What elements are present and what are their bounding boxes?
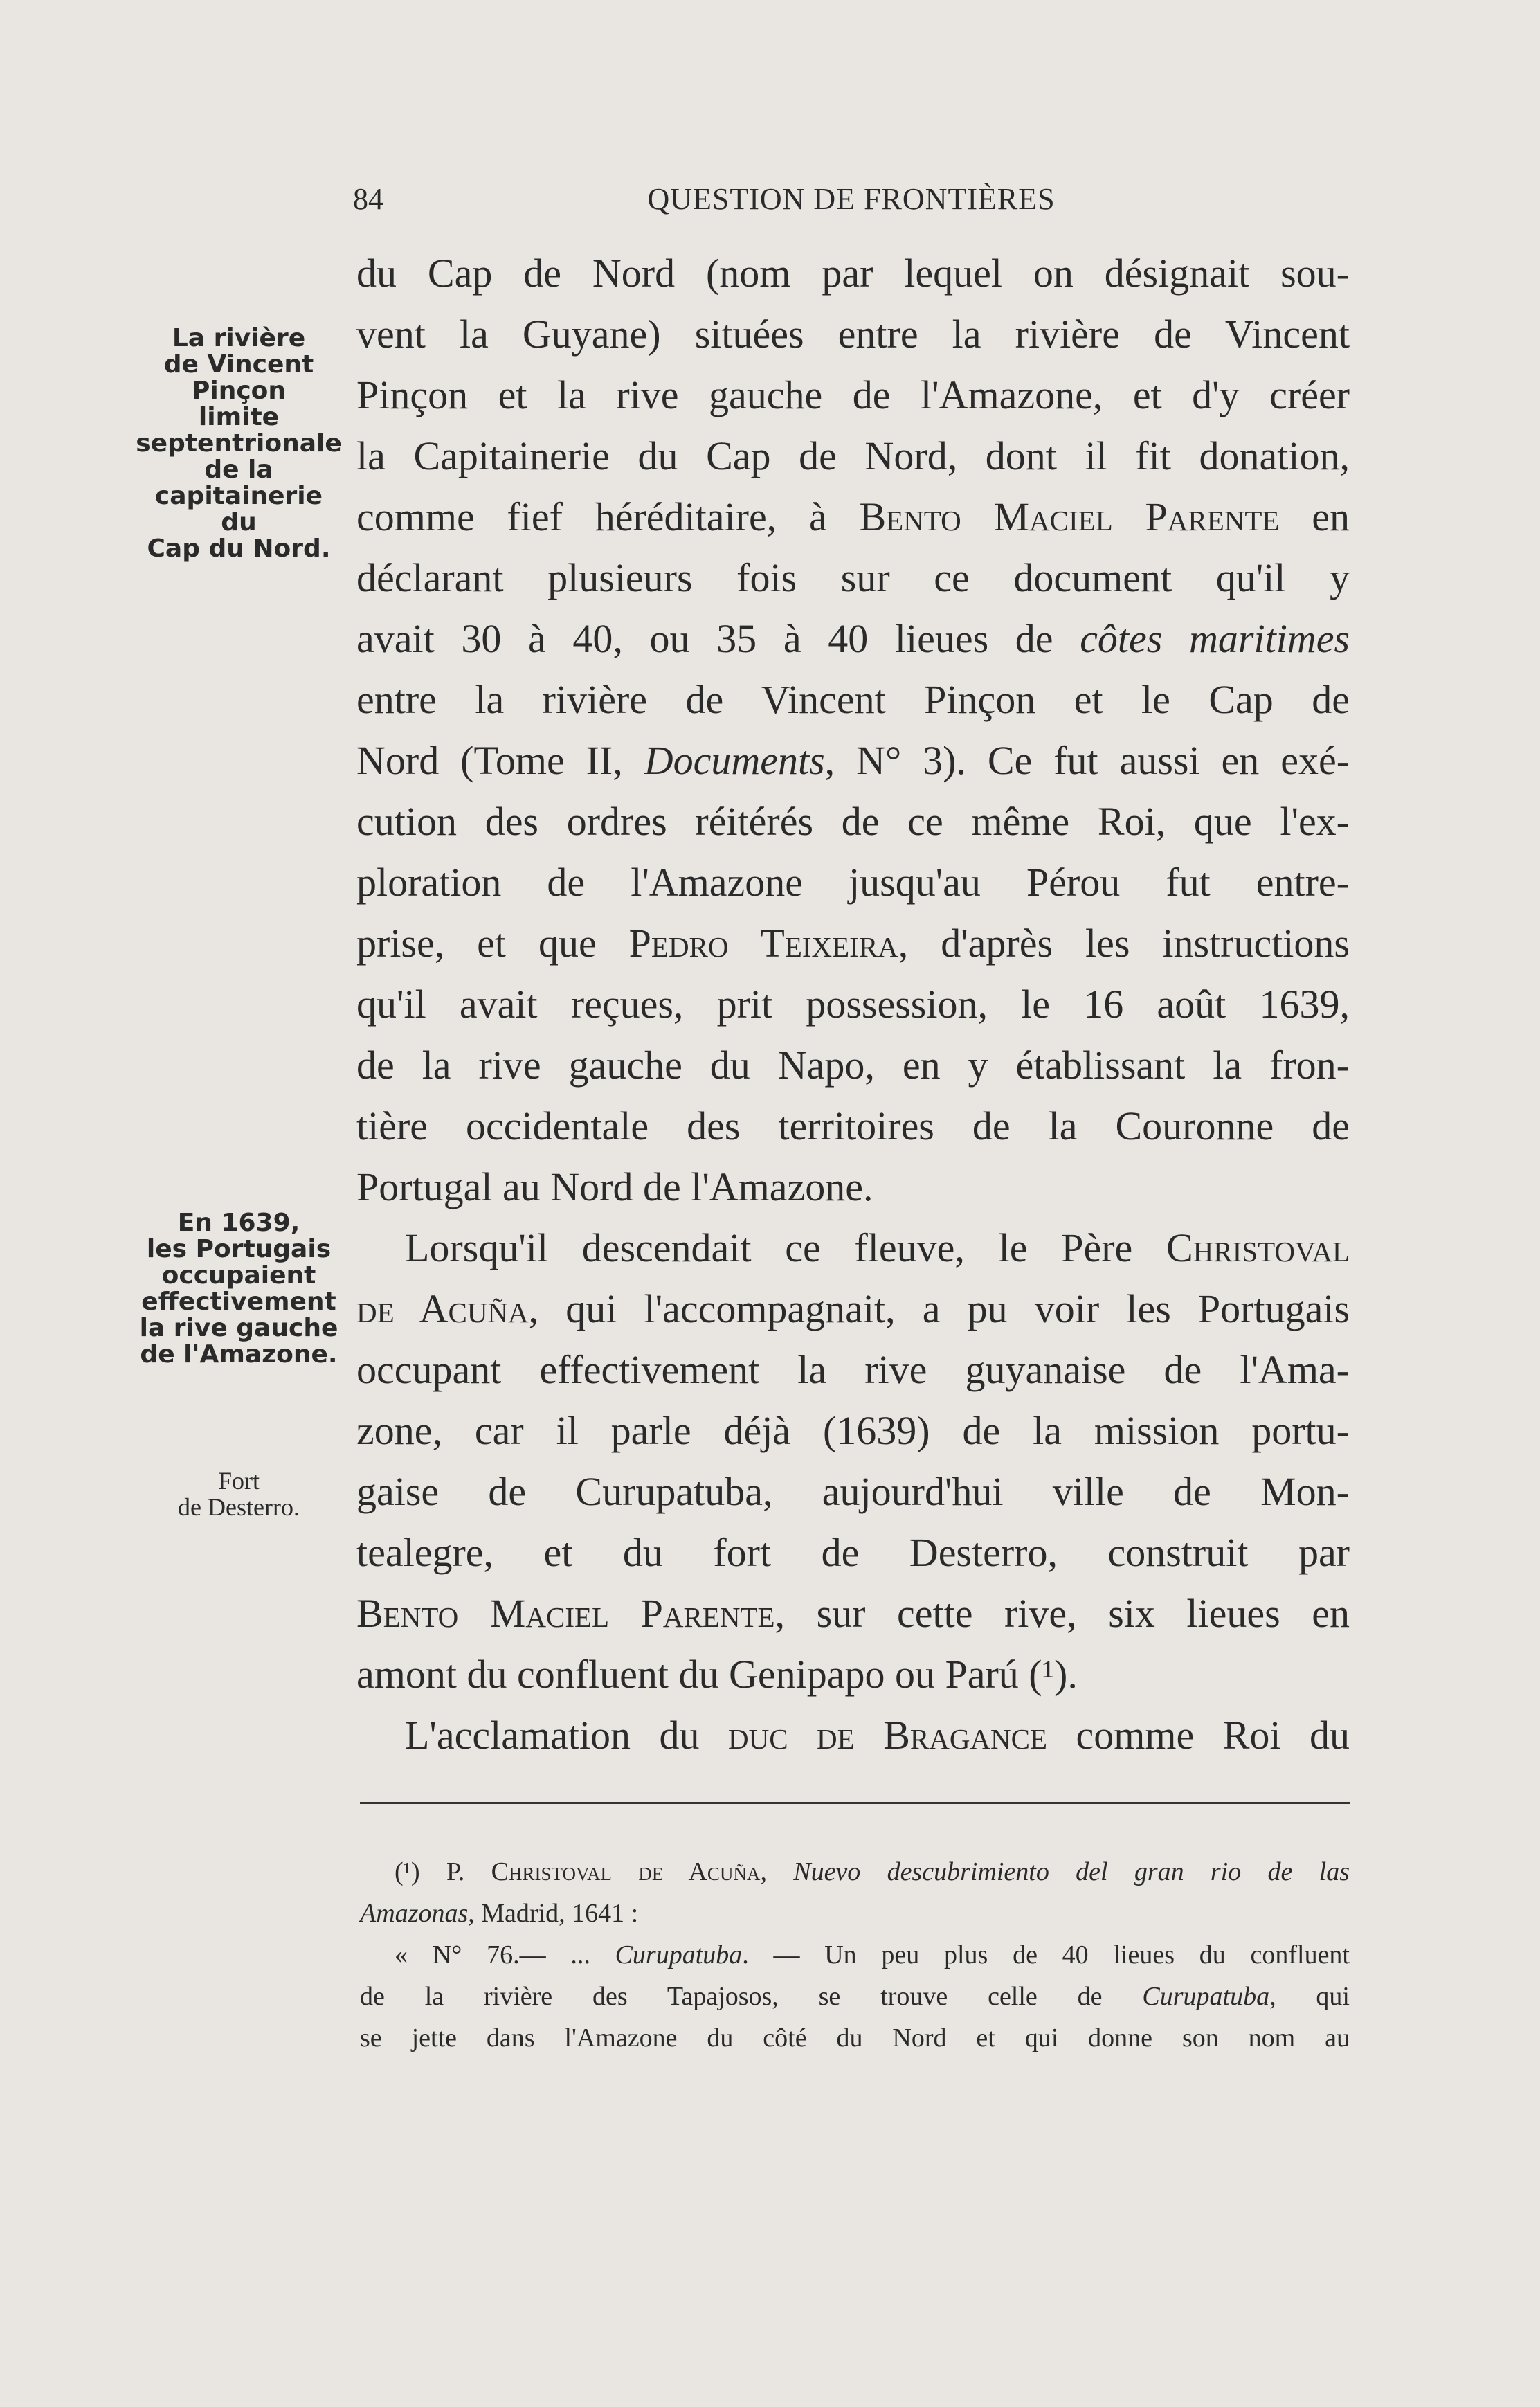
- text-line: entre la rivière de Vincent Pinçon et le Cap de: [356, 677, 1350, 722]
- text-line: avait 30 à 40, ou 35 à 40 lieues de côtes maritimes: [356, 616, 1350, 661]
- footnote-line: se jette dans l'Amazone du côté du Nord et qui donne son nom au: [360, 2023, 1350, 2053]
- page-header: [353, 181, 1350, 223]
- text-line: qu'il avait reçues, prit possession, le 16 août 1639,: [356, 982, 1350, 1027]
- text-line: déclarant plusieurs fois sur ce document qu'il y: [356, 555, 1350, 600]
- margin-note-riviere: La rivière de Vincent Pinçon limite septentrionale de la capitainerie du Cap du Nord.: [136, 324, 342, 563]
- running-title: QUESTION DE FRONTIÈRES: [647, 182, 1056, 216]
- text-line: prise, et que Pedro Teixeira, d'après les instructions: [356, 921, 1350, 966]
- text-line: Pinçon et la rive gauche de l'Amazone, et d'y créer: [356, 372, 1350, 417]
- person-name: Bento Maciel Parente: [356, 1591, 775, 1636]
- text-line: tière occidentale des territoires de la Couronne de: [356, 1103, 1350, 1148]
- text-line: L'acclamation du duc de Bragance comme Roi du: [405, 1713, 1350, 1758]
- footnote-line: Amazonas, Madrid, 1641 :: [360, 1899, 639, 1928]
- footnote-line: « N° 76.— ... Curupatuba. — Un peu plus de 40 lieues du confluent: [395, 1940, 1350, 1969]
- person-name: de Acuña: [356, 1286, 529, 1331]
- page-number: 84: [353, 182, 383, 216]
- text-line: amont du confluent du Genipapo ou Parú (¹).: [356, 1652, 1078, 1697]
- text-line: de la rive gauche du Napo, en y établissant la fron-: [356, 1043, 1350, 1088]
- text-line: gaise de Curupatuba, aujourd'hui ville de Mon-: [356, 1469, 1350, 1514]
- footnote-divider: [360, 1802, 1350, 1804]
- text-line: zone, car il parle déjà (1639) de la mission portu-: [356, 1408, 1350, 1453]
- text-line: comme fief héréditaire, à Bento Maciel Parente en: [356, 494, 1350, 539]
- margin-note-1639: En 1639, les Portugais occupaient effectivement la rive gauche de l'Amazone.: [139, 1209, 338, 1369]
- text-line: du Cap de Nord (nom par lequel on désignait sou-: [356, 251, 1350, 296]
- text-line: tealegre, et du fort de Desterro, construit par: [356, 1530, 1350, 1575]
- text-line: cution des ordres réitérés de ce même Roi, que l'ex-: [356, 799, 1350, 844]
- text-line: Bento Maciel Parente, sur cette rive, six lieues en: [356, 1591, 1350, 1636]
- text-line: de Acuña, qui l'accompagnait, a pu voir les Portugais: [356, 1286, 1350, 1331]
- text-line: Portugal au Nord de l'Amazone.: [356, 1164, 873, 1209]
- person-name: Pedro Teixeira: [628, 921, 898, 966]
- person-name: Christoval: [1166, 1225, 1350, 1270]
- person-name: Bento Maciel Parente: [859, 494, 1280, 539]
- text-line: Nord (Tome II, Documents, N° 3). Ce fut aussi en exé-: [356, 738, 1350, 783]
- text-line: Lorsqu'il descendait ce fleuve, le Père Christoval: [405, 1225, 1350, 1270]
- margin-note-fort: Fort de Desterro.: [178, 1467, 300, 1521]
- footnote-line: de la rivière des Tapajosos, se trouve celle de Curupatuba, qui: [360, 1982, 1350, 2011]
- text-line: la Capitainerie du Cap de Nord, dont il fit donation,: [356, 433, 1350, 478]
- text-line: vent la Guyane) situées entre la rivière de Vincent: [356, 312, 1350, 357]
- text-line: occupant effectivement la rive guyanaise de l'Ama-: [356, 1347, 1350, 1392]
- text-line: ploration de l'Amazone jusqu'au Pérou fut entre-: [356, 860, 1350, 905]
- footnote-line: (¹) P. Christoval de Acuña, Nuevo descubrimiento del gran rio de las: [395, 1857, 1350, 1886]
